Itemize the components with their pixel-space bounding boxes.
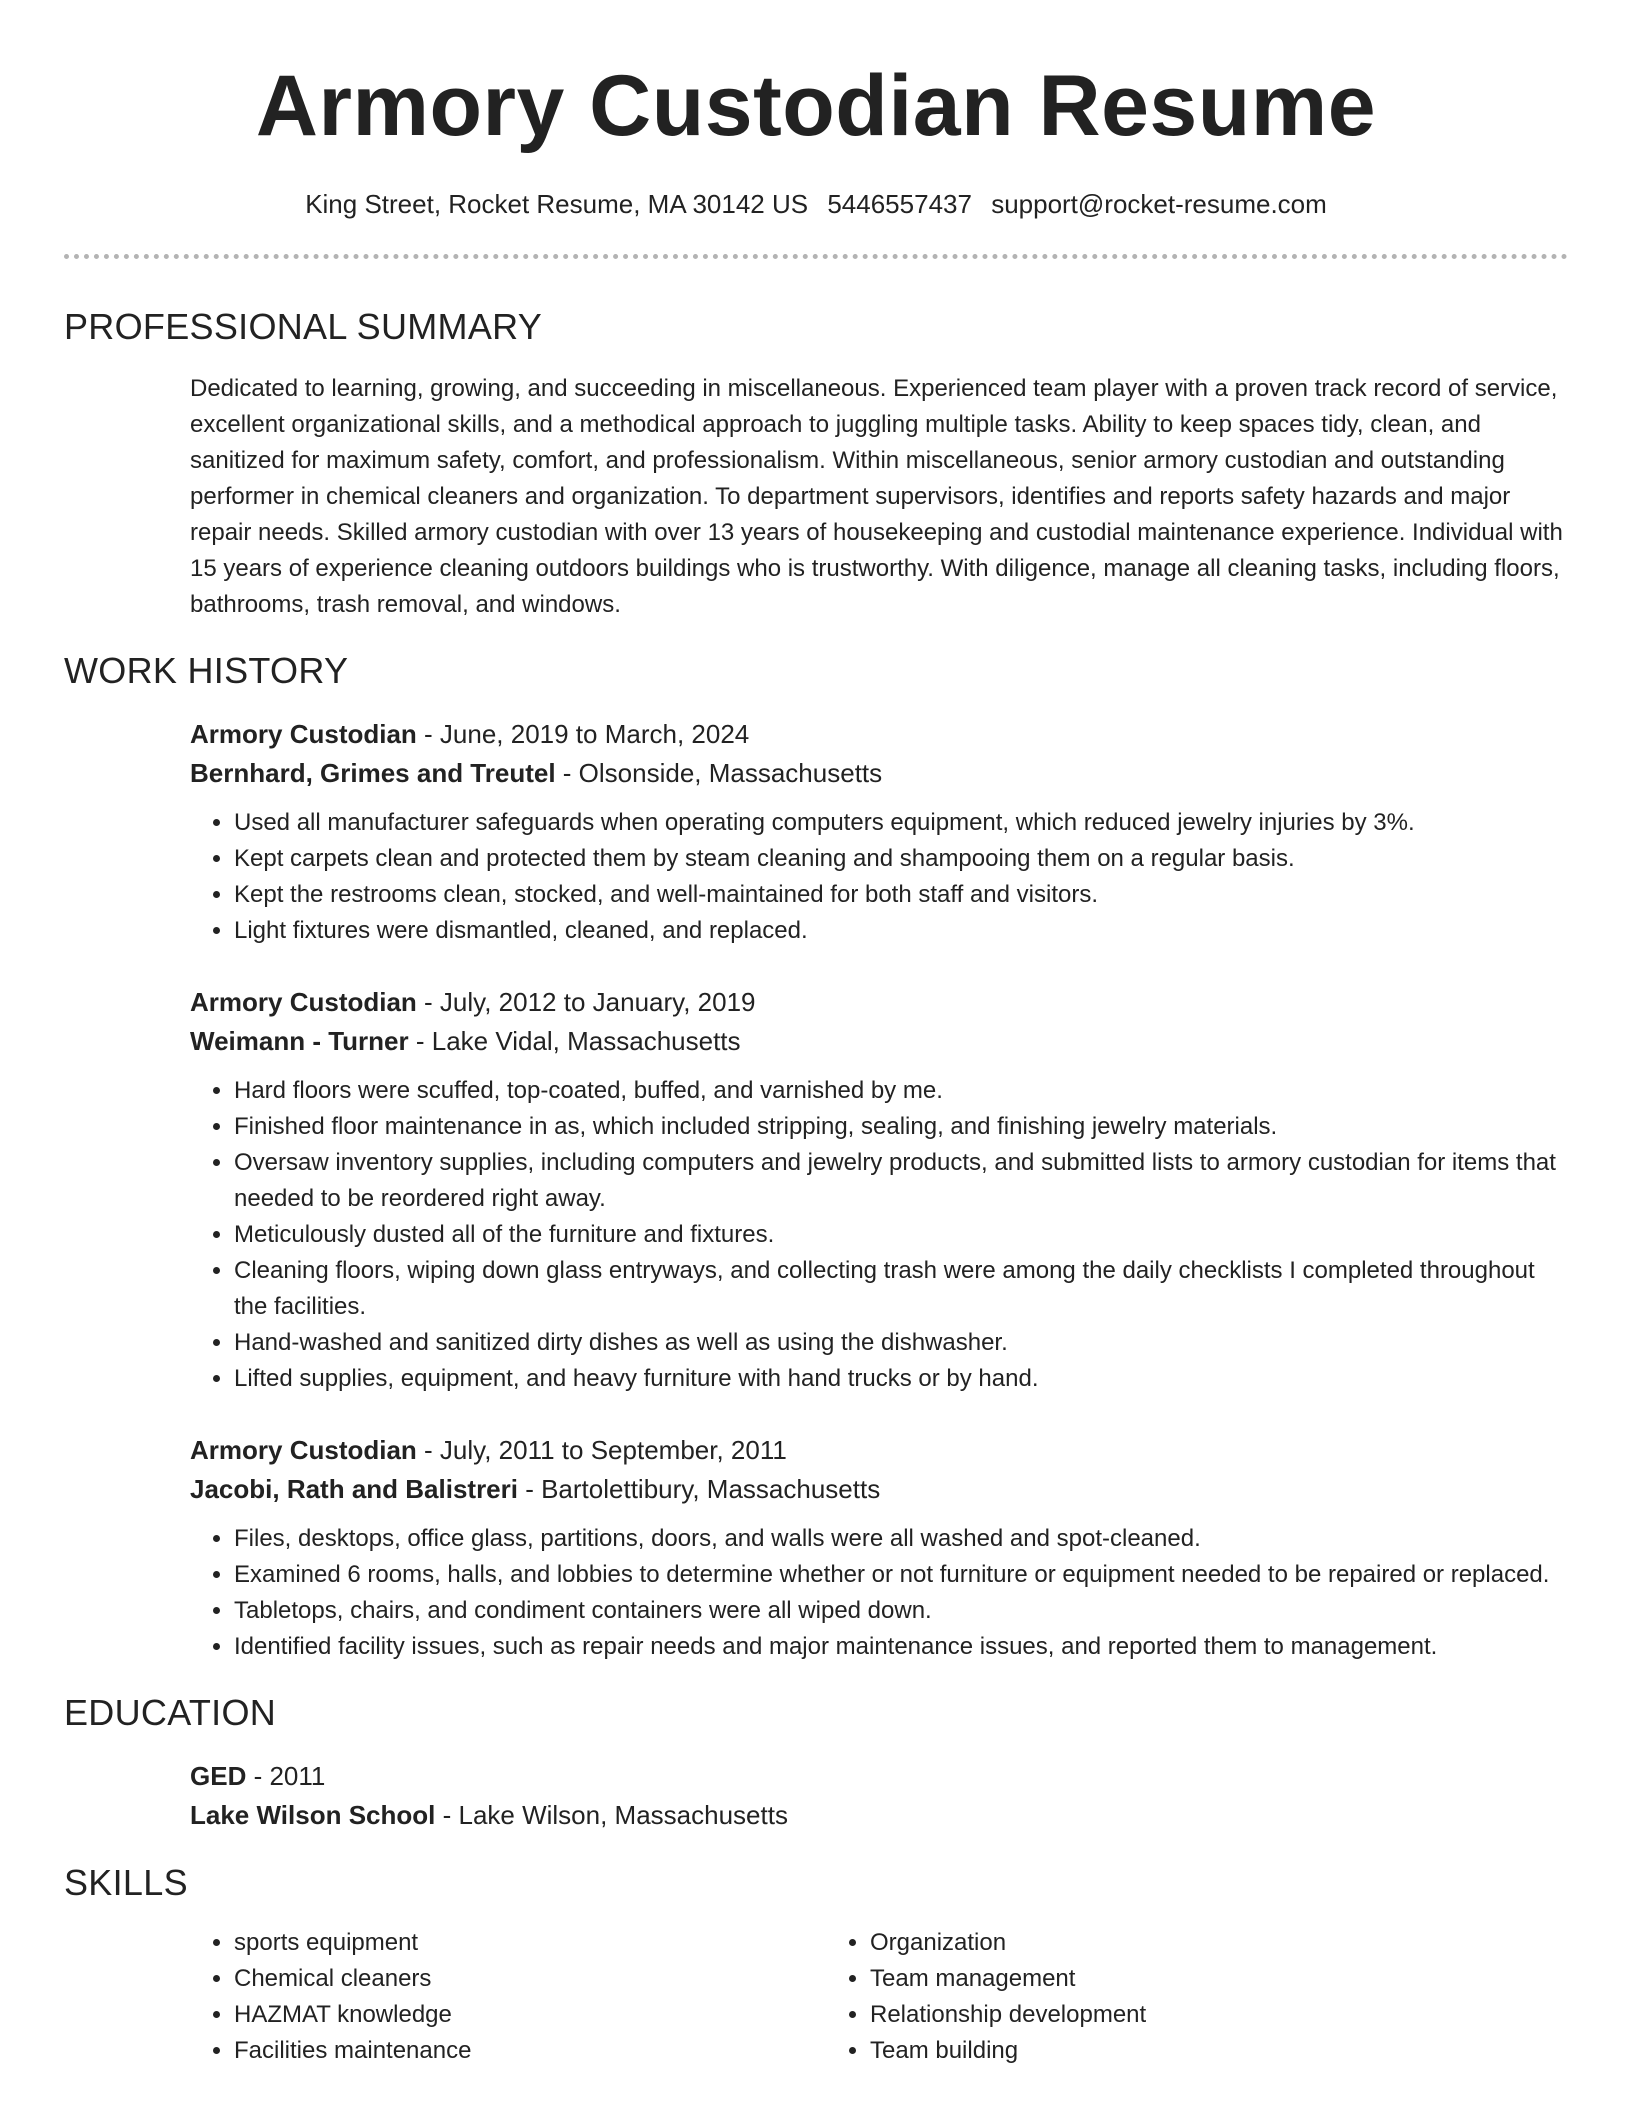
summary-text: Dedicated to learning, growing, and succeeding in miscellaneous. Experienced team player with a proven track record of service, excellent organizational skills, and a methodical approach to juggling multiple tasks. Ability to keep spaces tidy, clean, and sanitized for maximum safety, comfort, and professionalism. Within miscellaneous, senior armory custodian and outstanding performer in chemical cleaners and organization. To department supervisors, identifies and reports safety hazards and major repair needs. Skilled armory custodian with over 13 years of housekeeping and custodial maintenance experience. Individual with 15 years of experience cleaning outdoors buildings who is trustworthy. With diligence, manage all cleaning tasks, including floors, bathrooms, trash removal, and windows. [190,375,1563,618]
skills-column-right [826,1925,1526,2069]
job-bullet: • Kept the restrooms clean, stocked, and well-maintained for both staff and visitors. [234,877,1568,913]
job-role: Armory Custodian [190,987,417,1017]
job-bullets [190,805,1568,949]
education-school-line [190,1796,1568,1835]
education-location: - Lake Wilson, Massachusetts [435,1800,788,1830]
skill-item: • Team management [870,1961,1526,1997]
job-entry [190,983,1568,1397]
job-location: - Olsonside, Massachusetts [555,758,883,788]
skill-item: • Organization [870,1925,1526,1961]
contact-phone: 5446557437 [827,189,972,219]
job-role-line [190,983,1568,1022]
job-entry [190,1431,1568,1665]
skills-column-left [190,1925,826,2069]
contact-email: support@rocket-resume.com [991,189,1327,219]
skill-item: • Relationship development [870,1997,1526,2033]
education-degree-line [190,1757,1568,1796]
job-bullet: • Hard floors were scuffed, top-coated, buffed, and varnished by me. [234,1073,1568,1109]
skill-item: • Team building [870,2033,1526,2069]
job-role: Armory Custodian [190,719,417,749]
job-location: - Lake Vidal, Massachusetts [408,1026,741,1056]
skill-item: • sports equipment [234,1925,826,1961]
skill-item: • Facilities maintenance [234,2033,826,2069]
job-company: Jacobi, Rath and Balistreri [190,1474,518,1504]
skill-item: • HAZMAT knowledge [234,1997,826,2033]
resume-title: Armory Custodian Resume [255,58,1377,154]
job-dates: - July, 2011 to September, 2011 [416,1435,787,1465]
job-location: - Bartolettibury, Massachusetts [517,1474,881,1504]
skill-item: • Chemical cleaners [234,1961,826,1997]
job-company-line [190,1470,1568,1509]
job-bullet: • Meticulously dusted all of the furniture and fixtures. [234,1217,1568,1253]
job-bullet: • Finished floor maintenance in as, which included stripping, sealing, and finishing jewelry materials. [234,1109,1568,1145]
section-title-skills: SKILLS [64,1862,188,1903]
job-dates: - July, 2012 to January, 2019 [416,987,756,1017]
job-entry [190,715,1568,949]
job-company: Weimann - Turner [190,1026,409,1056]
job-bullet: • Cleaning floors, wiping down glass entryways, and collecting trash were among the daily checklists I completed throughout the facilities. [234,1253,1568,1325]
education-school: Lake Wilson School [190,1800,436,1830]
skills-grid [190,1925,1568,2069]
job-dates: - June, 2019 to March, 2024 [416,719,750,749]
section-title-education: EDUCATION [64,1692,277,1733]
job-bullets [190,1073,1568,1397]
job-role: Armory Custodian [190,1435,417,1465]
contact-line [64,186,1568,222]
job-bullet: • Identified facility issues, such as repair needs and major maintenance issues, and reported them to management. [234,1629,1568,1665]
job-role-line [190,715,1568,754]
job-bullet: • Examined 6 rooms, halls, and lobbies to determine whether or not furniture or equipment needed to be repaired or replaced. [234,1557,1568,1593]
section-title-summary: PROFESSIONAL SUMMARY [64,306,543,347]
job-bullet: • Hand-washed and sanitized dirty dishes as well as using the dishwasher. [234,1325,1568,1361]
job-company-line [190,1022,1568,1061]
header-divider [64,254,1568,259]
education-degree: GED [190,1761,247,1791]
job-bullet: • Used all manufacturer safeguards when operating computers equipment, which reduced jewelry injuries by 3%. [234,805,1568,841]
job-bullet: • Tabletops, chairs, and condiment containers were all wiped down. [234,1593,1568,1629]
job-company: Bernhard, Grimes and Treutel [190,758,556,788]
job-bullet: • Light fixtures were dismantled, cleaned, and replaced. [234,913,1568,949]
education-entry [190,1757,1568,1835]
job-company-line [190,754,1568,793]
section-title-work-history: WORK HISTORY [64,650,349,691]
job-bullet: • Lifted supplies, equipment, and heavy furniture with hand trucks or by hand. [234,1361,1568,1397]
contact-address: King Street, Rocket Resume, MA 30142 US [305,189,809,219]
job-bullets [190,1521,1568,1665]
job-bullet: • Kept carpets clean and protected them by steam cleaning and shampooing them on a regular basis. [234,841,1568,877]
education-year: - 2011 [246,1761,326,1791]
job-role-line [190,1431,1568,1470]
job-bullet: • Files, desktops, office glass, partitions, doors, and walls were all washed and spot-cleaned. [234,1521,1568,1557]
job-bullet: • Oversaw inventory supplies, including computers and jewelry products, and submitted lists to armory custodian for items that needed to be reordered right away. [234,1145,1568,1217]
